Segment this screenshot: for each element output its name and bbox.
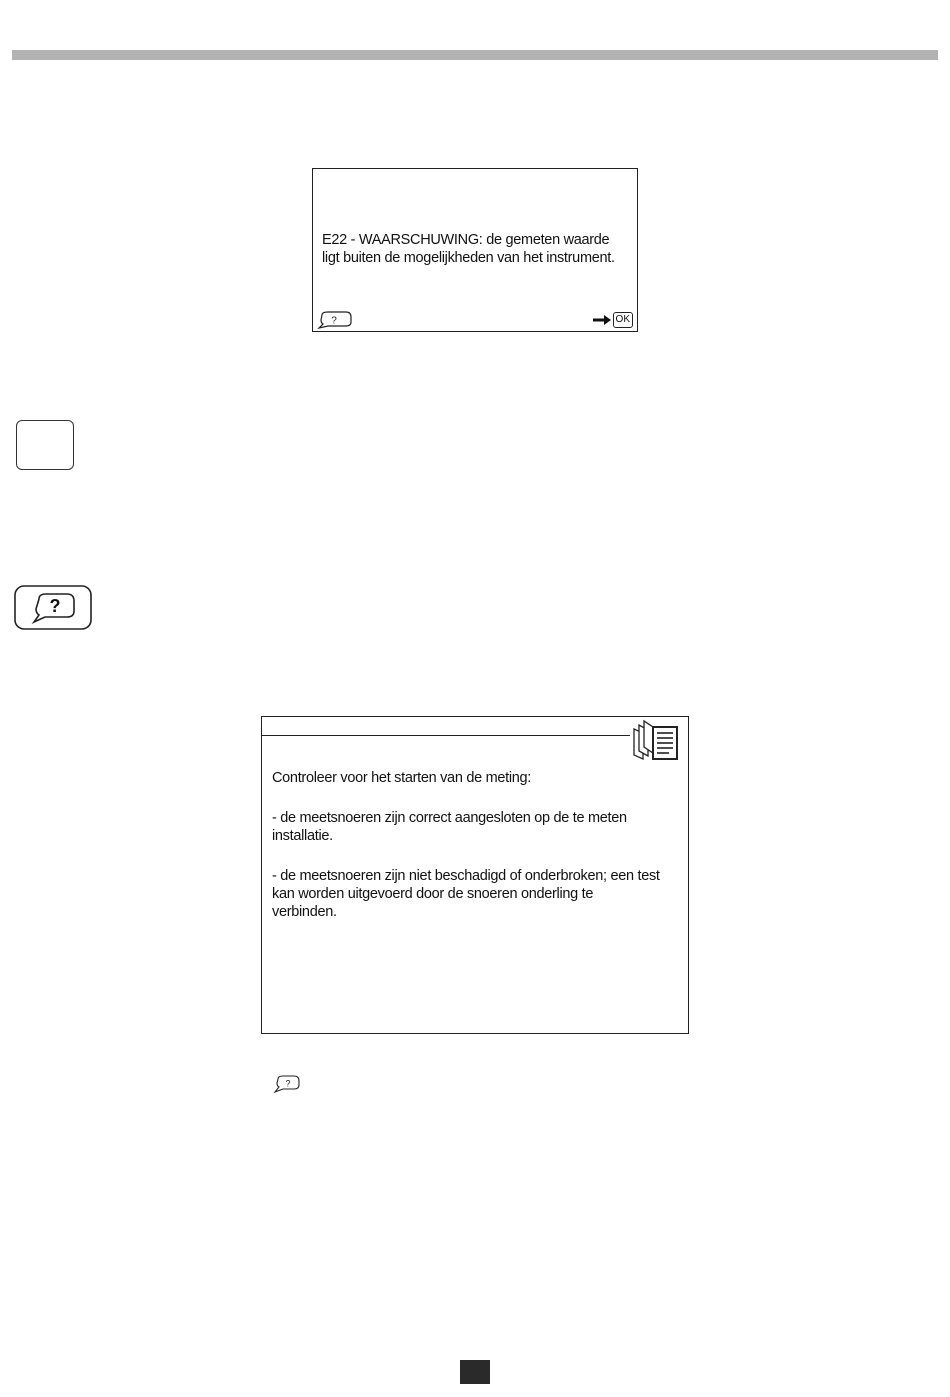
help-intro: Controleer voor het starten van de meting: [272,770,532,786]
svg-text:?: ? [285,1078,291,1089]
svg-text:?: ? [331,315,337,327]
help-item-2-line-2: kan worden uitgevoerd door de snoeren onderling te [272,886,594,902]
help-item-2 [272,867,682,921]
warning-message [322,231,632,267]
ok-button[interactable]: OK [613,312,633,328]
help-item-1 [272,809,682,845]
help-bubble-icon [272,1075,300,1093]
help-bubble-icon[interactable] [316,311,352,329]
warning-line-1: E22 - WAARSCHUWING: de gemeten waarde [322,232,610,248]
warning-line-2: ligt buiten de mogelijkheden van het instrument. [322,250,615,266]
confirm-ok-control[interactable] [592,311,633,329]
warning-screen [312,168,638,332]
help-item-1-line-1: - de meetsnoeren zijn correct aangesloten op de te meten [272,810,627,826]
help-item-1-line-2: installatie. [272,828,333,844]
help-key-label: ? [49,596,61,616]
help-screen [261,716,689,1034]
page-number-marker [460,1360,490,1384]
top-rule [12,50,938,60]
help-key-icon [14,585,92,630]
arrow-right-icon [592,314,612,326]
help-item-2-line-3: verbinden. [272,904,337,920]
help-item-2-line-1: - de meetsnoeren zijn niet beschadigd of onderbroken; een test [272,868,660,884]
help-body [272,769,682,943]
manual-book-icon [631,719,681,761]
blank-key-icon [16,420,74,470]
help-title-bar [262,717,630,736]
